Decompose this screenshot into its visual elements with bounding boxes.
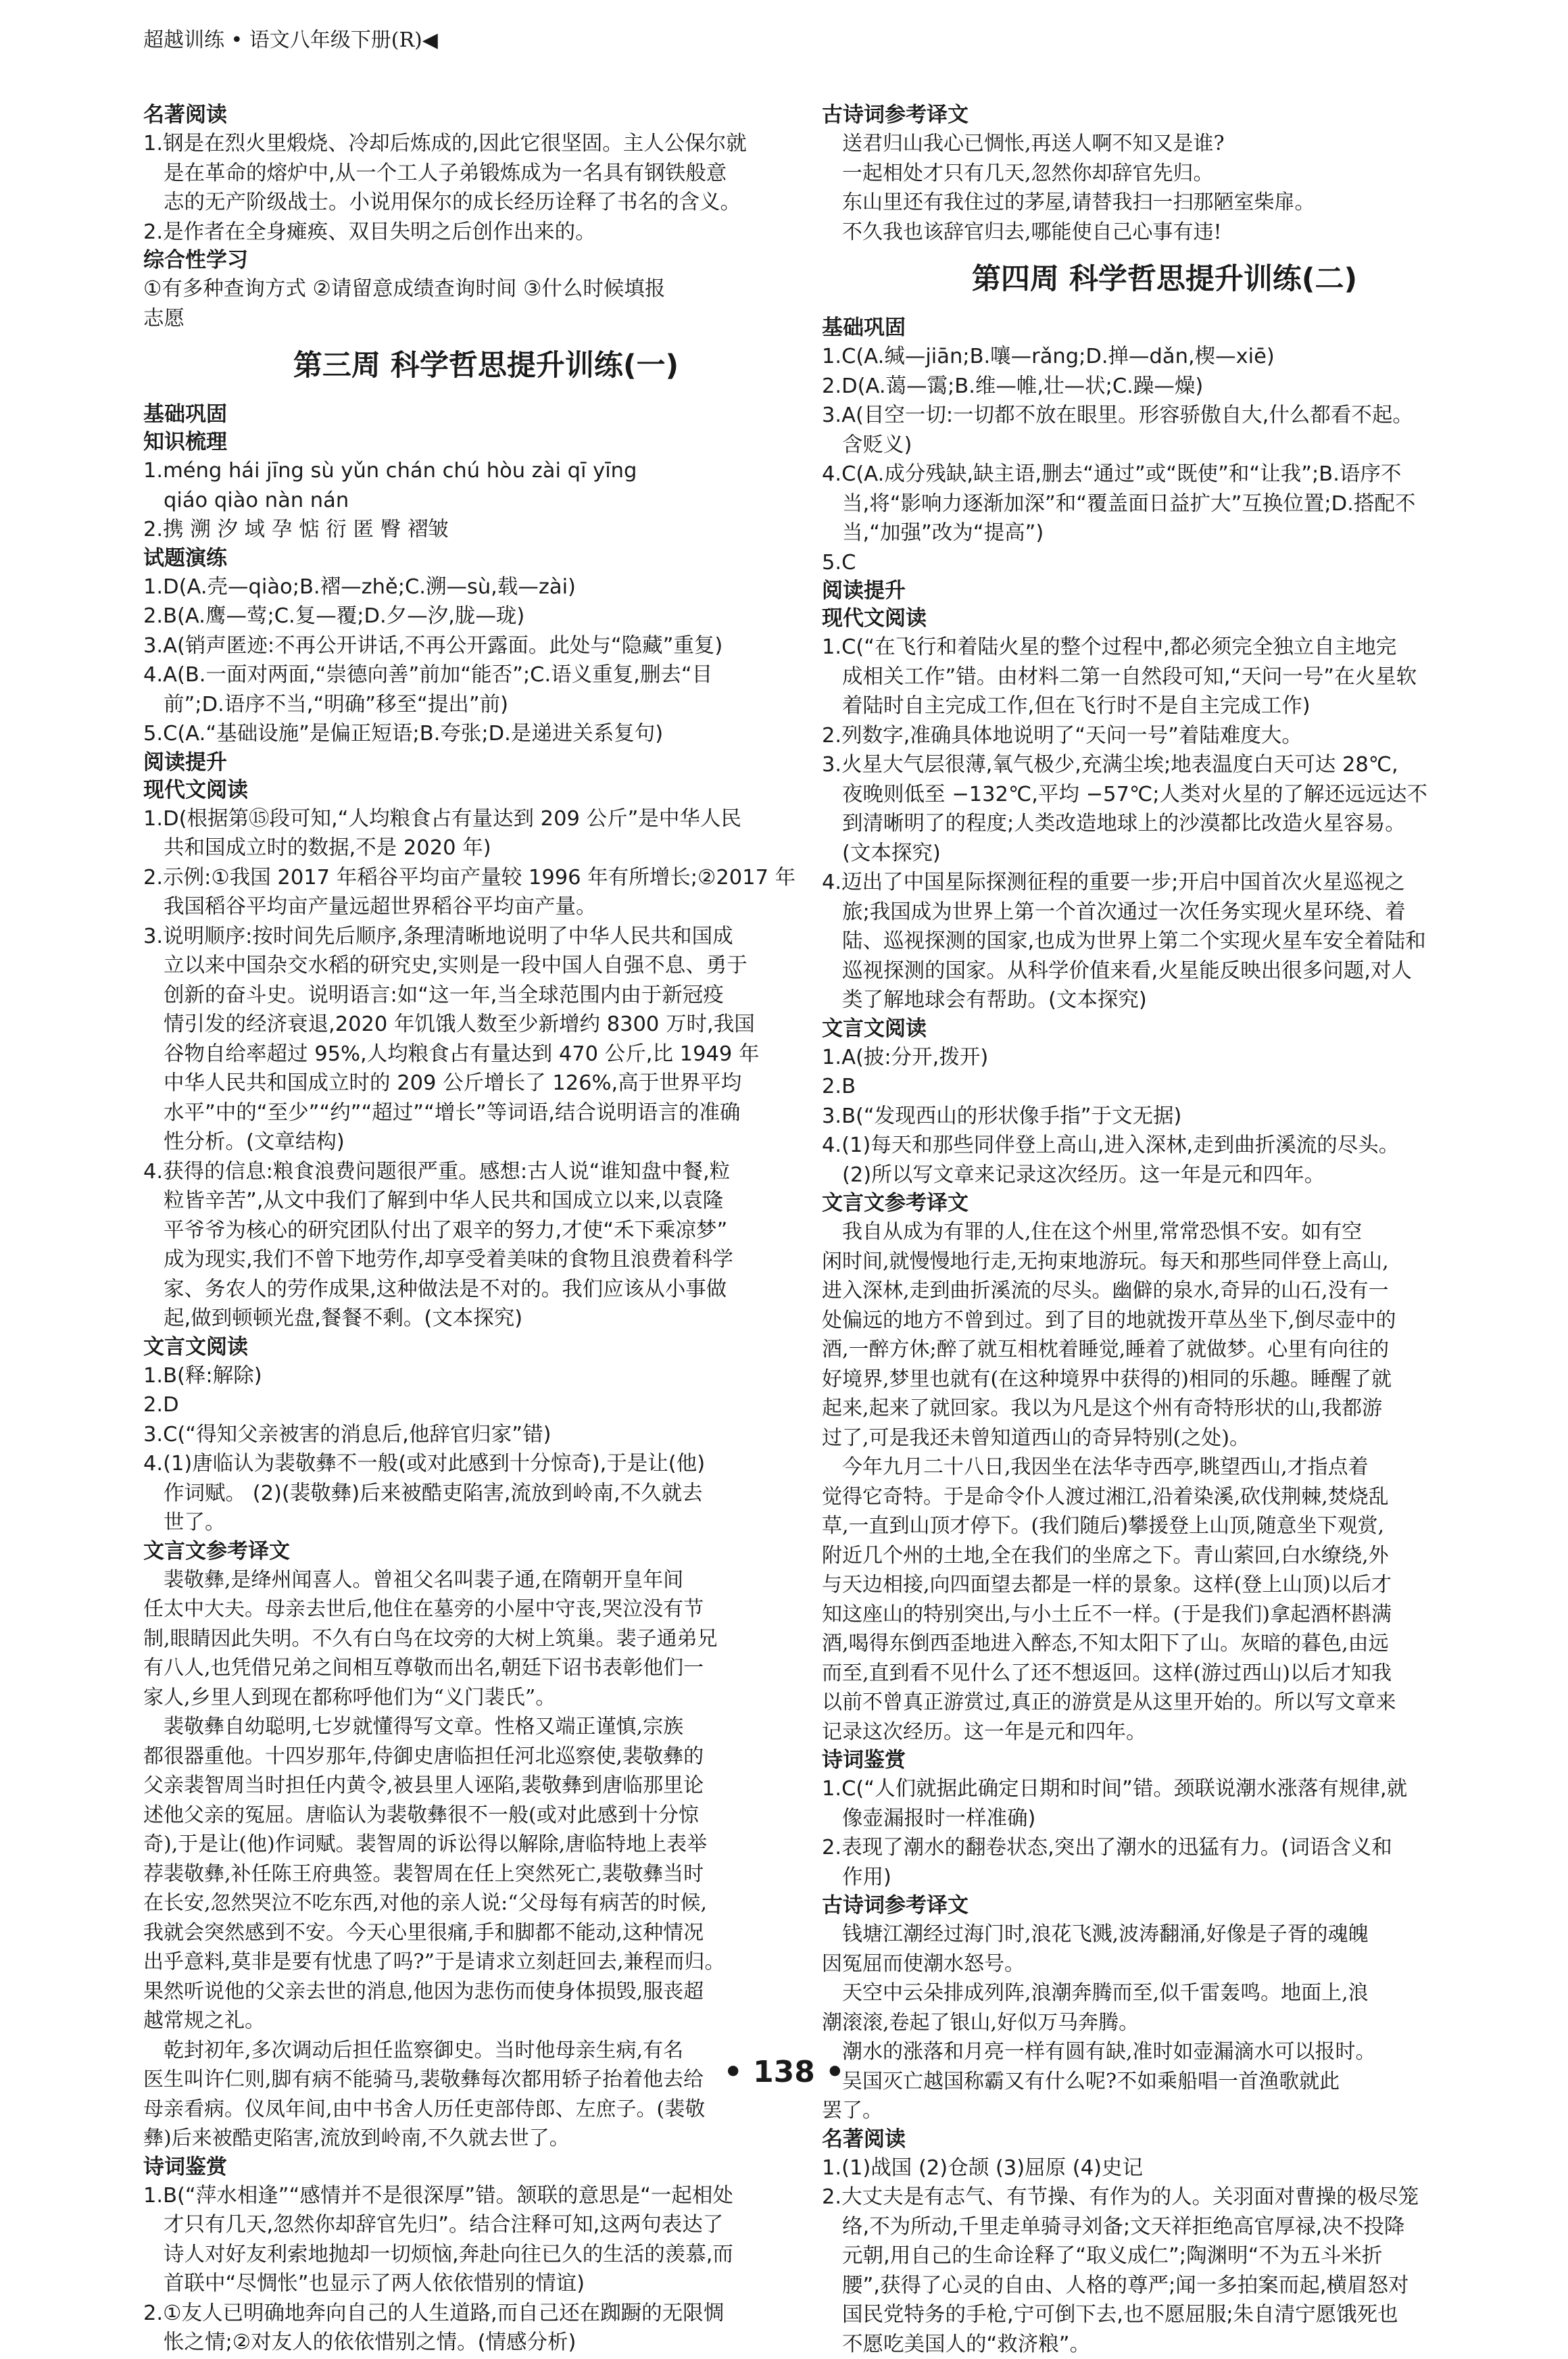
answer-line: 创新的奋斗史。说明语言:如“这一年,当全球范围内由于新冠疫 [143, 981, 829, 1011]
translation-line: 我自从成为有罪的人,住在这个州里,常常恐惧不安。如有空 [822, 1217, 1507, 1247]
answer-line: 4.迈出了中国星际探测征程的重要一步;开启中国首次火星巡视之 [822, 868, 1507, 898]
answer-line: 中华人民共和国成立时的 209 公斤增长了 126%,高于世界平均 [143, 1069, 829, 1098]
answer-line: 3.B(“发现西山的形状像手指”于文无据) [822, 1102, 1507, 1132]
translation-line: 家人,乡里人到现在都称呼他们为“义门裴氏”。 [143, 1683, 829, 1713]
answer-line: 成相关工作”错。由材料二第一自然段可知,“天问一号”在火星软 [822, 662, 1507, 692]
section-heading: 名著阅读 [822, 2126, 1507, 2154]
answer-line: 2.列数字,准确具体地说明了“天问一号”着陆难度大。 [822, 721, 1507, 751]
answer-line: 4.(1)每天和那些同伴登上高山,进入深林,走到曲折溪流的尽头。 [822, 1131, 1507, 1161]
translation-line: 酒,一醉方休;醉了就互相枕着睡觉,睡着了就做梦。心里有向往的 [822, 1335, 1507, 1365]
translation-line: 觉得它奇特。于是命令仆人渡过湘江,沿着染溪,砍伐荆棘,焚烧乱 [822, 1482, 1507, 1512]
answer-line: 2.B [822, 1072, 1507, 1102]
answer-line: 怅之情;②对友人的依依惜别之情。(情感分析) [143, 2328, 829, 2358]
answer-line: 巡视探测的国家。从科学价值来看,火星能反映出很多问题,对人 [822, 956, 1507, 986]
answer-line: 2.大丈夫是有志气、有节操、有作为的人。关羽面对曹操的极尽笼 [822, 2183, 1507, 2212]
answer-line: 4.A(B.一面对两面,“崇德向善”前加“能否”;C.语义重复,删去“目 [143, 660, 829, 690]
answer-line: 情引发的经济衰退,2020 年饥饿人数至少新增约 8300 万时,我国 [143, 1010, 829, 1040]
answer-line: qiáo qiào nàn nán [143, 486, 829, 516]
answer-line: 旅;我国成为世界上第一个首次通过一次任务实现火星环绕、着 [822, 898, 1507, 927]
answer-line: 1.A(披:分开,拨开) [822, 1043, 1507, 1073]
translation-line: 好境界,梦里也就有(在这种境界中获得的)相同的乐趣。睡醒了就 [822, 1365, 1507, 1394]
section-heading: 古诗词参考译文 [822, 1892, 1507, 1920]
answer-line: 2.①友人已明确地奔向自己的人生道路,而自己还在踟蹰的无限惆 [143, 2299, 829, 2329]
answer-line: 1.(1)战国 (2)仓颉 (3)屈原 (4)史记 [822, 2154, 1507, 2183]
translation-line: 我就会突然感到不安。今天心里很痛,手和脚都不能动,这种情况 [143, 1918, 829, 1948]
answer-line: 平爷爷为核心的研究团队付出了艰辛的努力,才使“禾下乘凉梦” [143, 1216, 829, 1246]
answer-line: (2)所以写文章来记录这次经历。这一年是元和四年。 [822, 1161, 1507, 1190]
answer-line: 是在革命的熔炉中,从一个工人子弟锻炼成为一名具有钢铁般意 [143, 159, 829, 189]
answer-line: 不愿吃美国人的“救济粮”。 [822, 2330, 1507, 2359]
answer-line: 3.说明顺序:按时间先后顺序,条理清晰地说明了中华人民共和国成 [143, 922, 829, 952]
answer-line: 1.C(A.缄—jiān;B.嚷—rǎng;D.掸—dǎn,楔—xiē) [822, 342, 1507, 372]
translation-line: 起来,起来了就回家。我以为凡是这个州有奇特形状的山,我都游 [822, 1394, 1507, 1424]
translation-line: 天空中云朵排成列阵,浪潮奔腾而至,似千雷轰鸣。地面上,浪 [822, 1978, 1507, 2008]
answer-line: 夜晚则低至 −132℃,平均 −57℃;人类对火星的了解还远远达不 [822, 780, 1507, 810]
answer-line: 前”;D.语序不当,“明确”移至“提出”前) [143, 690, 829, 720]
answer-line: 当,将“影响力逐渐加深”和“覆盖面日益扩大”互换位置;D.搭配不 [822, 489, 1507, 519]
answer-line: 3.火星大气层很薄,氧气极少,充满尘埃;地表温度白天可达 28℃, [822, 750, 1507, 780]
answer-line: 1.méng hái jīng sù yǔn chán chú hòu zài qī yīng [143, 456, 829, 486]
translation-line: 吴国灭亡越国称霸又有什么呢?不如乘船唱一首渔歌就此 [822, 2067, 1507, 2097]
translation-line: 有八人,也凭借兄弟之间相互尊敬而出名,朝廷下诏书表彰他们一 [143, 1653, 829, 1683]
answer-line: 5.C [822, 548, 1507, 578]
answer-line: 着陆时自主完成工作,但在飞行时不是自主完成工作) [822, 691, 1507, 721]
answer-line: 首联中“尽惆怅”也显示了两人依依惜别的情谊) [143, 2269, 829, 2299]
answer-line: 1.C(“人们就据此确定日期和时间”错。颈联说潮水涨落有规律,就 [822, 1774, 1507, 1804]
answer-line: 诗人对好友利索地抛却一切烦恼,奔赴向往已久的生活的羡慕,而 [143, 2240, 829, 2270]
answer-line: 1.C(“在飞行和着陆火星的整个过程中,都必须完全独立自主地完 [822, 633, 1507, 662]
section-heading: 文言文参考译文 [822, 1190, 1507, 1217]
translation-line: 果然听说他的父亲去世的消息,他因为悲伤而使身体损毁,服丧超 [143, 1977, 829, 2007]
translation-line: 酒,喝得东倒西歪地进入醉态,不知太阳下了山。灰暗的暮色,由远 [822, 1629, 1507, 1659]
answer-line: 2.携 溯 汐 域 孕 惦 衍 匿 臀 褶皱 [143, 515, 829, 545]
answer-line: (文本探究) [822, 839, 1507, 869]
translation-line: 奇),于是让(他)作词赋。裴智周的诉讼得以解除,唐临特地上表举 [143, 1830, 829, 1859]
answer-line: ①有多种查询方式 ②请留意成绩查询时间 ③什么时候填报 [143, 274, 829, 304]
week-title: 第三周 科学哲思提升训练(一) [143, 347, 829, 385]
answer-line: 1.D(A.壳—qiào;B.褶—zhě;C.溯—sù,载—zài) [143, 573, 829, 602]
translation-line: 乾封初年,多次调动后担任监察御史。当时他母亲生病,有名 [143, 2036, 829, 2066]
answer-line: 1.B(“萍水相逢”“感情并不是很深厚”错。颔联的意思是“一起相处 [143, 2181, 829, 2211]
translation-line: 送君归山我心已惆怅,再送人啊不知又是谁? [822, 129, 1507, 159]
answer-line: 陆、巡视探测的国家,也成为世界上第二个实现火星车安全着陆和 [822, 927, 1507, 956]
right-column [822, 101, 1507, 2359]
answer-line: 4.(1)唐临认为裴敬彝不一般(或对此感到十分惊奇),于是让(他) [143, 1449, 829, 1479]
section-heading: 文言文参考译文 [143, 1538, 829, 1565]
answer-line: 络,不为所动,千里走单骑寻刘备;文天祥拒绝高官厚禄,决不投降 [822, 2212, 1507, 2242]
answer-line: 作词赋。 (2)(裴敬彝)后来被酷吏陷害,流放到岭南,不久就去 [143, 1479, 829, 1509]
translation-line: 裴敬彝自幼聪明,七岁就懂得写文章。性格又端正谨慎,宗族 [143, 1712, 829, 1742]
translation-line: 罢了。 [822, 2096, 1507, 2126]
section-heading: 诗词鉴赏 [143, 2154, 829, 2181]
section-heading: 阅读提升 [822, 577, 1507, 605]
answer-line: 起,做到顿顿光盘,餐餐不剩。(文本探究) [143, 1304, 829, 1334]
answer-line: 世了。 [143, 1508, 829, 1538]
translation-line: 出乎意料,莫非是要有忧患了吗?”于是请求立刻赶回去,兼程而归。 [143, 1947, 829, 1977]
answer-line: 3.A(目空一切:一切都不放在眼里。形容骄傲自大,什么都看不起。 [822, 401, 1507, 431]
answer-line: 1.B(释:解除) [143, 1361, 829, 1391]
translation-line: 闲时间,就慢慢地行走,无拘束地游玩。每天和那些同伴登上高山, [822, 1247, 1507, 1277]
translation-line: 任太中大夫。母亲去世后,他住在墓旁的小屋中守丧,哭泣没有节 [143, 1595, 829, 1624]
answer-line: 5.C(A.“基础设施”是偏正短语;B.夸张;D.是递进关系复句) [143, 719, 829, 749]
answer-line: 3.C(“得知父亲被害的消息后,他辞官归家”错) [143, 1420, 829, 1450]
answer-line: 3.A(销声匿迹:不再公开讲话,不再公开露面。此处与“隐藏”重复) [143, 631, 829, 661]
translation-line: 彝)后来被酷吏陷害,流放到岭南,不久就去世了。 [143, 2124, 829, 2154]
section-heading: 试题演练 [143, 545, 829, 573]
answer-line: 粒皆辛苦”,从文中我们了解到中华人民共和国成立以来,以袁隆 [143, 1186, 829, 1216]
section-heading: 现代文阅读 [822, 605, 1507, 633]
section-heading: 古诗词参考译文 [822, 101, 1507, 129]
answer-line: 共和国成立时的数据,不是 2020 年) [143, 833, 829, 863]
section-heading: 基础巩固 [143, 401, 829, 429]
translation-line: 不久我也该辞官归去,哪能使自己心事有违! [822, 218, 1507, 247]
translation-line: 潮滚滚,卷起了银山,好似万马奔腾。 [822, 2008, 1507, 2038]
answer-line: 才只有几天,忽然你却辞官先归”。结合注释可知,这两句表达了 [143, 2210, 829, 2240]
week-title: 第四周 科学哲思提升训练(二) [822, 260, 1507, 298]
translation-line: 医生叫许仁则,脚有病不能骑马,裴敬彝每次都用轿子抬着他去给 [143, 2065, 829, 2095]
section-heading: 文言文阅读 [143, 1334, 829, 1361]
translation-line: 而至,直到看不见什么了还不想返回。这样(游过西山)以后才知我 [822, 1659, 1507, 1688]
answer-line: 像壶漏报时一样准确) [822, 1804, 1507, 1834]
answer-line: 2.D [143, 1390, 829, 1420]
translation-line: 制,眼睛因此失明。不久有白鸟在坟旁的大树上筑巢。裴子通弟兄 [143, 1624, 829, 1654]
translation-line: 潮水的涨落和月亮一样有圆有缺,准时如壶漏滴水可以报时。 [822, 2037, 1507, 2067]
running-header: 超越训练 • 语文八年级下册(R)◀ [143, 23, 438, 53]
translation-line: 越常规之礼。 [143, 2006, 829, 2036]
answer-line: 到清晰明了的程度;人类改造地球上的沙漠都比改造火星容易。 [822, 809, 1507, 839]
answer-line: 4.C(A.成分残缺,缺主语,删去“通过”或“既使”和“让我”;B.语序不 [822, 460, 1507, 489]
translation-line: 以前不曾真正游赏过,真正的游赏是从这里开始的。所以写文章来 [822, 1688, 1507, 1718]
answer-line: 2.示例:①我国 2017 年稻谷平均亩产量较 1996 年有所增长;②2017 年 [143, 863, 829, 893]
answer-line: 类了解地球会有帮助。(文本探究) [822, 986, 1507, 1015]
section-heading: 现代文阅读 [143, 777, 829, 804]
translation-line: 记录这次经历。这一年是元和四年。 [822, 1718, 1507, 1747]
section-heading: 综合性学习 [143, 247, 829, 274]
translation-line: 在长安,忽然哭泣不吃东西,对他的亲人说:“父母每有病苦的时候, [143, 1889, 829, 1918]
answer-line: 作用) [822, 1863, 1507, 1893]
translation-line: 裴敬彝,是绛州闻喜人。曾祖父名叫裴子通,在隋朝开皇年间 [143, 1565, 829, 1595]
answer-line: 志愿 [143, 304, 829, 334]
section-heading: 阅读提升 [143, 749, 829, 777]
translation-line: 父亲裴智周当时担任内黄令,被县里人诬陷,裴敬彝到唐临那里论 [143, 1771, 829, 1801]
answer-line: 当,“加强”改为“提高”) [822, 518, 1507, 548]
translation-line: 附近几个州的土地,全在我们的坐席之下。青山萦回,白水缭绕,外 [822, 1541, 1507, 1571]
answer-line: 腰”,获得了心灵的自由、人格的尊严;闻一多拍案而起,横眉怒对 [822, 2271, 1507, 2301]
left-column [143, 101, 829, 2358]
translation-line: 与天边相接,向四面望去都是一样的景象。这样(登上山顶)以后才 [822, 1570, 1507, 1600]
answer-line: 志的无产阶级战士。小说用保尔的成长经历诠释了书名的含义。 [143, 188, 829, 218]
translation-line: 处偏远的地方不曾到过。到了目的地就拨开草丛坐下,倒尽壶中的 [822, 1306, 1507, 1336]
translation-line: 过了,可是我还未曾知道西山的奇异特别(之处)。 [822, 1424, 1507, 1453]
answer-line: 1.钢是在烈火里煅烧、冷却后炼成的,因此它很坚固。主人公保尔就 [143, 129, 829, 159]
translation-line: 进入深林,走到曲折溪流的尽头。幽僻的泉水,奇异的山石,没有一 [822, 1276, 1507, 1306]
answer-line: 2.表现了潮水的翻卷状态,突出了潮水的迅猛有力。(词语含义和 [822, 1833, 1507, 1863]
answer-line: 水平”中的“至少”“约”“超过”“增长”等词语,结合说明语言的准确 [143, 1098, 829, 1128]
translation-line: 母亲看病。仪凤年间,由中书舍人历任吏部侍郎、左庶子。(裴敬 [143, 2095, 829, 2124]
section-heading: 文言文阅读 [822, 1015, 1507, 1043]
answer-line: 性分析。(文章结构) [143, 1127, 829, 1157]
answer-line: 成为现实,我们不曾下地劳作,却享受着美味的食物且浪费着科学 [143, 1245, 829, 1275]
answer-line: 1.D(根据第⑮段可知,“人均粮食占有量达到 209 公斤”是中华人民 [143, 804, 829, 834]
translation-line: 草,一直到山顶才停下。(我们随后)攀援登上山顶,随意坐下观赏, [822, 1511, 1507, 1541]
answer-line: 元朝,用自己的生命诠释了“取义成仁”;陶渊明“不为五斗米折 [822, 2241, 1507, 2271]
section-heading: 名著阅读 [143, 101, 829, 129]
translation-line: 述他父亲的冤屈。唐临认为裴敬彝很不一般(或对此感到十分惊 [143, 1801, 829, 1830]
page-number: • 138 • [0, 2055, 1568, 2089]
section-heading: 知识梳理 [143, 429, 829, 456]
answer-line: 2.是作者在全身瘫痪、双目失明之后创作出来的。 [143, 218, 829, 247]
answer-line: 我国稻谷平均亩产量远超世界稻谷平均亩产量。 [143, 892, 829, 922]
answer-line: 立以来中国杂交水稻的研究史,实则是一段中国人自强不息、勇于 [143, 951, 829, 981]
answer-line: 谷物自给率超过 95%,人均粮食占有量达到 470 公斤,比 1949 年 [143, 1040, 829, 1069]
translation-line: 知这座山的特别突出,与小土丘不一样。(于是我们)拿起酒杯斟满 [822, 1600, 1507, 1630]
answer-line: 含贬义) [822, 431, 1507, 460]
section-heading: 诗词鉴赏 [822, 1747, 1507, 1774]
answer-line: 家、务农人的劳作成果,这种做法是不对的。我们应该从小事做 [143, 1275, 829, 1305]
translation-line: 荐裴敬彝,补任陈王府典签。裴智周在任上突然死亡,裴敬彝当时 [143, 1859, 829, 1889]
section-heading: 基础巩固 [822, 314, 1507, 342]
answer-line: 4.获得的信息:粮食浪费问题很严重。感想:古人说“谁知盘中餐,粒 [143, 1157, 829, 1187]
translation-line: 都很器重他。十四岁那年,侍御史唐临担任河北巡察使,裴敬彝的 [143, 1742, 829, 1772]
translation-line: 今年九月二十八日,我因坐在法华寺西亭,眺望西山,才指点着 [822, 1453, 1507, 1482]
translation-line: 东山里还有我住过的茅屋,请替我扫一扫那陋室柴扉。 [822, 188, 1507, 218]
answer-line: 2.D(A.蔼—霭;B.维—帷,壮—状;C.躁—燥) [822, 372, 1507, 402]
translation-line: 一起相处才只有几天,忽然你却辞官先归。 [822, 159, 1507, 189]
answer-line: 2.B(A.鹰—莺;C.复—覆;D.夕—汐,胧—珑) [143, 602, 829, 631]
translation-line: 钱塘江潮经过海门时,浪花飞溅,波涛翻涌,好像是子胥的魂魄 [822, 1920, 1507, 1949]
answer-line: 国民党特务的手枪,宁可倒下去,也不愿屈服;朱自清宁愿饿死也 [822, 2300, 1507, 2330]
translation-line: 因冤屈而使潮水怒号。 [822, 1949, 1507, 1979]
